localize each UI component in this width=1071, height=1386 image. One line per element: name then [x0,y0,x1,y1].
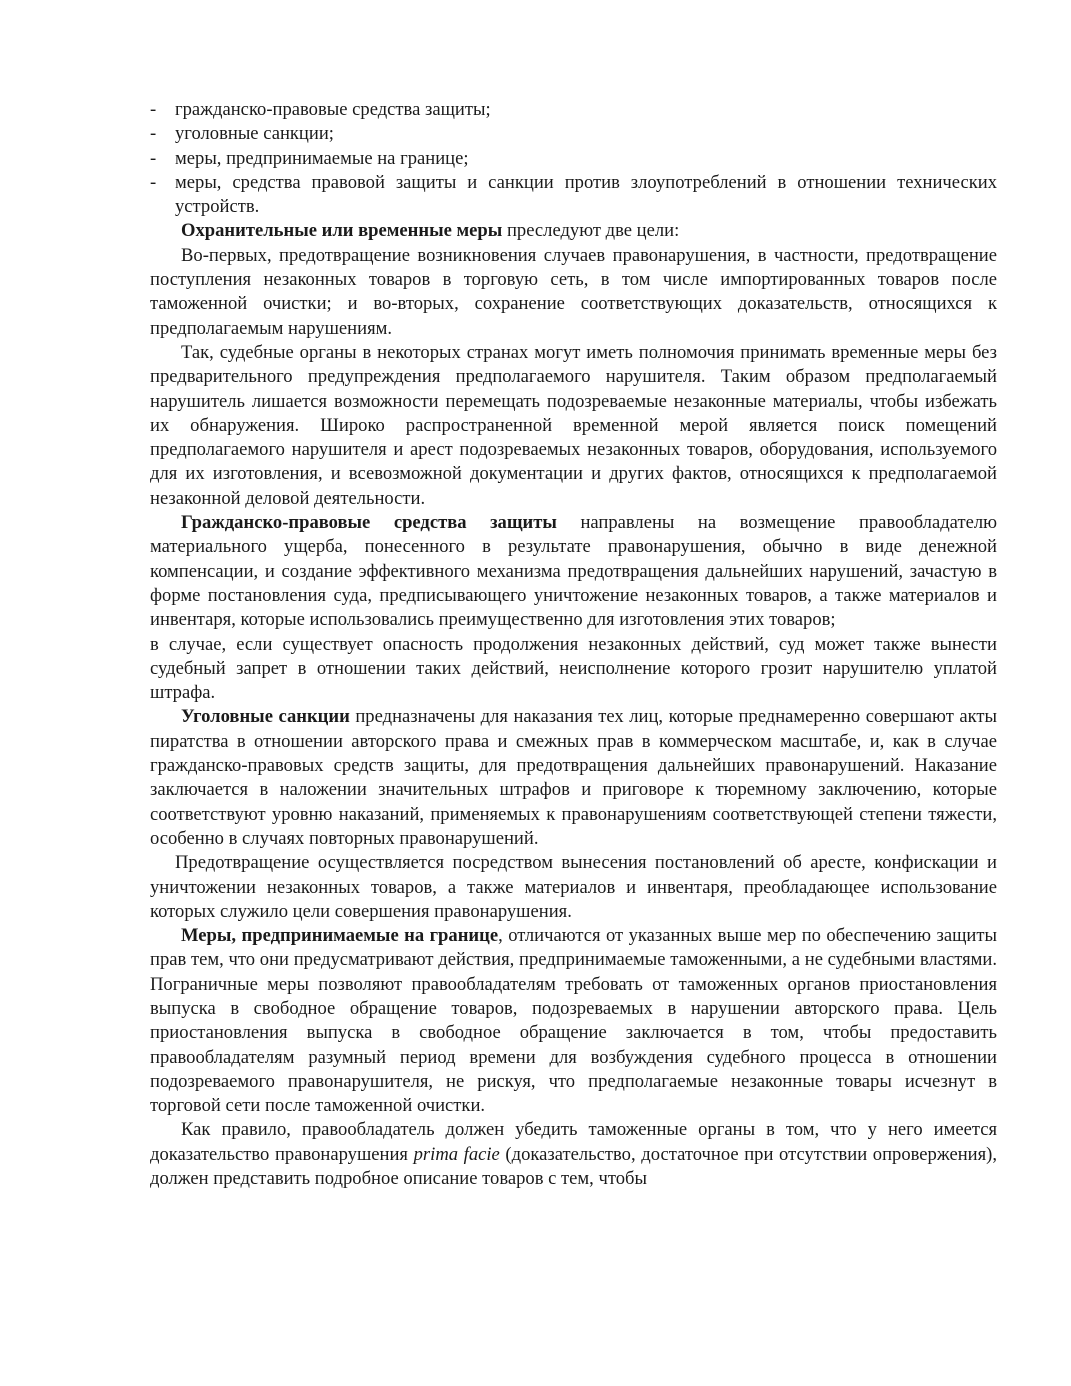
list-item-text: гражданско-правовые средства защиты; [175,99,491,120]
list-dash: - [150,123,157,145]
list-item [150,122,997,146]
term-provisional-measures: Охранительные или временные меры [181,220,503,242]
paragraph-prevention: Предотвращение осуществляется посредством вынесения постановлений об аресте, конфискации и уничтожении незаконных товаров, а также материалов и инвентаря, преобладающее использование которых служило цели совершения правонарушения. [150,852,997,922]
list-item-text: меры, средства правовой защиты и санкции против злоупотреблений в отношении технических устройств. [175,171,997,218]
term-civil-remedies: Гражданско-правовые средства защиты [181,512,557,534]
paragraph-injunction: в случае, если существует опасность продолжения незаконных действий, суд может также вынести судебный запрет в отношении таких действий, неисполнение которого грозит нарушителю уплатой штрафа. [150,633,997,704]
list-dash: - [150,99,157,120]
paragraph-text: направлены на возмещение правообладателю материального ущерба, понесенного в результате правонарушения, обычно в виде денежной компенсации, и создание эффективного механизма предотвращения дальнейших нарушений, зачастую в форме постановления суда, предписывающего уничтожение незаконных товаров, а также материалов и инвентаря, которые использовались преимущественно для изготовления этих товаров; [150,512,997,631]
term-criminal-sanctions: Уголовные санкции [181,706,350,728]
term-border-measures: Меры, предпринимаемые на границе [181,925,499,947]
paragraph-text: предназначены для наказания тех лиц, которые преднамеренно совершают акты пиратства в отношении авторского права и смежных прав в коммерческом масштабе, и, как в случае гражданско-правовых средств защиты, для предотвращения дальнейших правонарушений. Наказание заключается в наложении значительных штрафов и приговоре к тюремному заключению, которые соответствуют уровню наказаний, применяемых к правонарушениям соответствующей степени тяжести, особенно в случаях повторных правонарушений. [150,706,998,849]
paragraph-text: , отличаются от указанных выше мер по обеспечению защиты прав тем, что они предусматривают действия, предпринимаемые таможенными, а не судебными властями. Пограничные меры позволяют правообладателям требовать от таможенных органов приостановления выпуска в свободное обращение товаров, подозреваемых в нарушении авторского права. Цель приостановления выпуска в свободное обращение заключается в том, чтобы предоставить правообладателям разумный период времени для возбуждения судебного процесса в отношении подозреваемого правонарушителя, не рискуя, что предполагаемые незаконные товары исчезнут в торговой сети после таможенной очистки. [150,925,997,1117]
paragraph-two-goals: Во-первых, предотвращение возникновения случаев правонарушения, в частности, предотвращение поступления незаконных товаров в торговую сеть, в том числе импортированных товаров после таможенной очистки; и во-вторых, сохранение соответствующих доказательств, относящихся к предполагаемым нарушениям. [150,244,997,339]
list-item-text: уголовные санкции; [175,123,334,145]
paragraph-criminal-sanctions [150,705,997,851]
paragraph-judicial-authority: Так, судебные органы в некоторых странах могут иметь полномочия принимать временные меры без предварительного предупреждения предполагаемого нарушителя. Таким образом предполагаемый нарушитель лишается возможности перемещать подозреваемые незаконные материалы, чтобы избежать их обнаружения. Широко распространенной временной мерой является поиск помещений предполагаемого нарушителя и арест подозреваемых незаконных товаров, оборудования, используемого для их изготовления, и всевозможной документации и других фактов, относящихся к предполагаемой незаконной деловой деятельности. [150,341,997,509]
paragraph-customs-evidence [150,1118,997,1191]
paragraph-text: Как правило, правообладатель должен убедить таможенные органы в том, что у него имеется доказательство правонарушения [150,1119,997,1165]
paragraph-provisional-measures [150,219,997,243]
paragraph-text: преследуют две цели: [502,220,680,242]
paragraph-civil-remedies [150,511,997,632]
list-dash: - [150,171,157,193]
paragraph-text: (доказательство, достаточное при отсутствии опровержения), должен представить подробное описание товаров с тем, чтобы [150,1143,998,1190]
paragraph-border-measures [150,924,997,1118]
term-prima-facie: prima facie [413,1143,500,1165]
document-page [150,98,997,1191]
remedies-list [150,98,997,219]
list-dash: - [150,147,157,169]
list-item-text: меры, предпринимаемые на границе; [175,147,469,169]
list-item [150,98,997,122]
list-item [150,147,997,171]
list-item [150,171,997,220]
